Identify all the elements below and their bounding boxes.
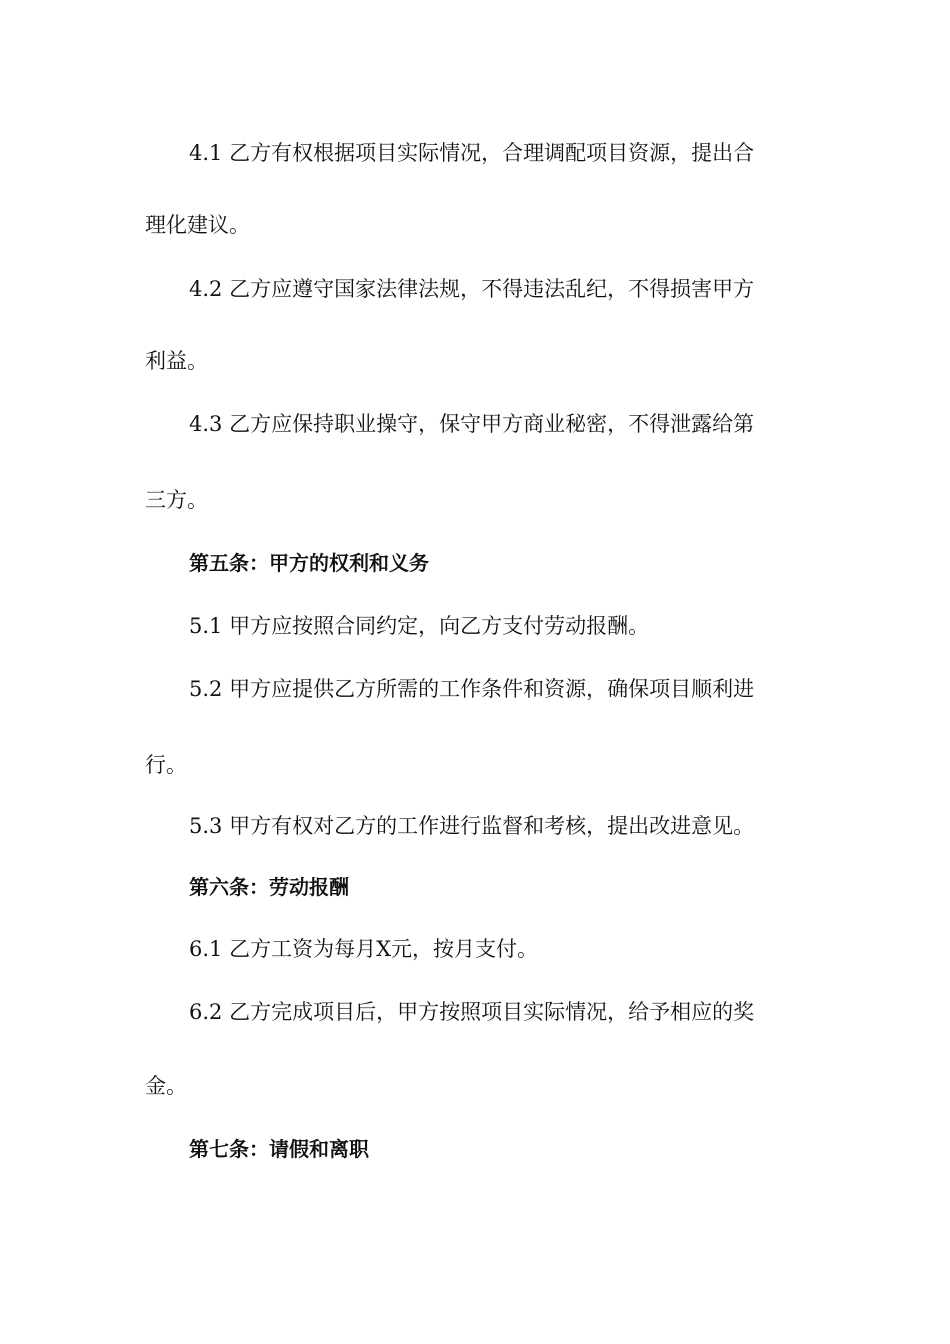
- clause-4-3-line-2: 三方。: [145, 488, 208, 512]
- clause-6-2-line-1: 6.2 乙方完成项目后，甲方按照项目实际情况，给予相应的奖: [189, 1000, 755, 1024]
- clause-4-1-line-1: 4.1 乙方有权根据项目实际情况，合理调配项目资源，提出合: [189, 141, 755, 165]
- clause-6-2-line-2: 金。: [145, 1074, 187, 1098]
- clause-4-3-line-1: 4.3 乙方应保持职业操守，保守甲方商业秘密，不得泄露给第: [189, 412, 755, 436]
- article-6-heading: 第六条：劳动报酬: [189, 875, 349, 899]
- clause-5-1: 5.1 甲方应按照合同约定，向乙方支付劳动报酬。: [189, 614, 650, 638]
- article-5-heading: 第五条：甲方的权利和义务: [189, 551, 429, 575]
- clause-5-2-line-2: 行。: [145, 753, 187, 777]
- article-7-heading: 第七条：请假和离职: [189, 1137, 369, 1161]
- clause-4-2-line-2: 利益。: [145, 349, 208, 373]
- clause-5-2-line-1: 5.2 甲方应提供乙方所需的工作条件和资源，确保项目顺利进: [189, 677, 755, 701]
- clause-5-3: 5.3 甲方有权对乙方的工作进行监督和考核，提出改进意见。: [189, 814, 755, 838]
- clause-4-1-line-2: 理化建议。: [145, 213, 250, 237]
- clause-6-1: 6.1 乙方工资为每月X元，按月支付。: [189, 937, 539, 961]
- clause-4-2-line-1: 4.2 乙方应遵守国家法律法规，不得违法乱纪，不得损害甲方: [189, 277, 755, 301]
